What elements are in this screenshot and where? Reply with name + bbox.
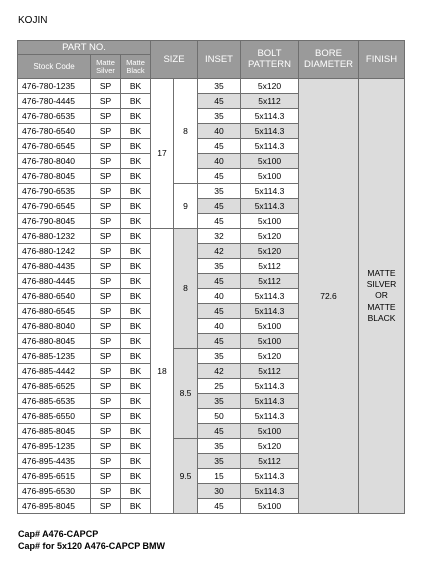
matte-silver-cell: SP [91, 109, 121, 124]
matte-black-cell: BK [121, 499, 151, 514]
inset-cell: 35 [198, 454, 241, 469]
matte-silver-cell: SP [91, 154, 121, 169]
stock-code-cell: 476-885-4442 [18, 364, 91, 379]
inset-cell: 45 [198, 94, 241, 109]
bolt-pattern-cell: 5x114.3 [241, 379, 299, 394]
bolt-pattern-cell: 5x114.3 [241, 409, 299, 424]
stock-code-cell: 476-895-1235 [18, 439, 91, 454]
matte-black-cell: BK [121, 79, 151, 94]
matte-silver-cell: SP [91, 469, 121, 484]
matte-silver-cell: SP [91, 184, 121, 199]
inset-cell: 35 [198, 394, 241, 409]
matte-silver-cell: SP [91, 289, 121, 304]
matte-silver-header: Matte Silver [91, 55, 121, 79]
bolt-pattern-cell: 5x100 [241, 319, 299, 334]
stock-code-cell: 476-880-6540 [18, 289, 91, 304]
inset-cell: 50 [198, 409, 241, 424]
matte-black-cell: BK [121, 304, 151, 319]
inset-cell: 45 [198, 199, 241, 214]
bolt-pattern-cell: 5x120 [241, 79, 299, 94]
bolt-pattern-cell: 5x114.3 [241, 394, 299, 409]
matte-black-cell: BK [121, 484, 151, 499]
matte-silver-cell: SP [91, 274, 121, 289]
inset-cell: 25 [198, 379, 241, 394]
bolt-pattern-cell: 5x100 [241, 424, 299, 439]
finish-cell: MATTE SILVER OR MATTE BLACK [359, 79, 405, 514]
stock-code-cell: 476-790-8045 [18, 214, 91, 229]
bolt-pattern-cell: 5x100 [241, 154, 299, 169]
matte-black-cell: BK [121, 349, 151, 364]
bolt-pattern-cell: 5x100 [241, 334, 299, 349]
stock-code-cell: 476-895-8045 [18, 499, 91, 514]
inset-cell: 45 [198, 304, 241, 319]
stock-code-cell: 476-880-1242 [18, 244, 91, 259]
matte-black-cell: BK [121, 184, 151, 199]
stock-code-cell: 476-880-4445 [18, 274, 91, 289]
stock-code-cell: 476-780-1235 [18, 79, 91, 94]
matte-silver-cell: SP [91, 124, 121, 139]
bolt-pattern-cell: 5x114.3 [241, 469, 299, 484]
matte-black-cell: BK [121, 229, 151, 244]
matte-black-cell: BK [121, 94, 151, 109]
matte-silver-cell: SP [91, 499, 121, 514]
bolt-pattern-header: BOLT PATTERN [241, 41, 299, 79]
matte-silver-cell: SP [91, 484, 121, 499]
inset-header: INSET [198, 41, 241, 79]
matte-black-cell: BK [121, 274, 151, 289]
stock-code-cell: 476-780-6535 [18, 109, 91, 124]
stock-code-cell: 476-885-1235 [18, 349, 91, 364]
inset-cell: 40 [198, 289, 241, 304]
stock-code-cell: 476-895-6530 [18, 484, 91, 499]
bolt-pattern-cell: 5x114.3 [241, 199, 299, 214]
stock-code-cell: 476-780-8045 [18, 169, 91, 184]
bolt-pattern-cell: 5x112 [241, 364, 299, 379]
matte-black-cell: BK [121, 364, 151, 379]
stock-code-cell: 476-885-8045 [18, 424, 91, 439]
bolt-pattern-cell: 5x114.3 [241, 184, 299, 199]
stock-code-cell: 476-885-6525 [18, 379, 91, 394]
stock-code-cell: 476-880-1232 [18, 229, 91, 244]
bolt-pattern-cell: 5x114.3 [241, 139, 299, 154]
matte-silver-cell: SP [91, 409, 121, 424]
inset-cell: 35 [198, 439, 241, 454]
matte-black-cell: BK [121, 124, 151, 139]
bolt-pattern-cell: 5x120 [241, 229, 299, 244]
matte-silver-cell: SP [91, 424, 121, 439]
bore-diameter-header: BORE DIAMETER [299, 41, 359, 79]
matte-silver-cell: SP [91, 139, 121, 154]
rim-diameter-cell: 17 [151, 79, 174, 229]
matte-silver-cell: SP [91, 334, 121, 349]
bolt-pattern-cell: 5x112 [241, 94, 299, 109]
matte-black-cell: BK [121, 409, 151, 424]
matte-black-cell: BK [121, 169, 151, 184]
part-no-header: PART NO. [18, 41, 151, 55]
bolt-pattern-cell: 5x114.3 [241, 109, 299, 124]
matte-silver-cell: SP [91, 394, 121, 409]
rim-diameter-cell: 18 [151, 229, 174, 514]
bolt-pattern-cell: 5x112 [241, 454, 299, 469]
bolt-pattern-cell: 5x114.3 [241, 289, 299, 304]
matte-silver-cell: SP [91, 349, 121, 364]
bore-diameter-cell: 72.6 [299, 79, 359, 514]
inset-cell: 40 [198, 154, 241, 169]
stock-code-cell: 476-780-4445 [18, 94, 91, 109]
matte-black-cell: BK [121, 394, 151, 409]
rim-width-cell: 8 [174, 79, 198, 184]
rim-width-cell: 8 [174, 229, 198, 349]
bolt-pattern-cell: 5x100 [241, 169, 299, 184]
matte-black-cell: BK [121, 289, 151, 304]
rim-width-cell: 9.5 [174, 439, 198, 514]
finish-header: FINISH [359, 41, 405, 79]
bolt-pattern-cell: 5x114.3 [241, 304, 299, 319]
bolt-pattern-cell: 5x112 [241, 259, 299, 274]
size-header: SIZE [151, 41, 198, 79]
brand-label: KOJIN [18, 15, 48, 26]
matte-black-cell: BK [121, 139, 151, 154]
cap-note: Cap# A476-CAPCP [18, 529, 99, 539]
inset-cell: 45 [198, 139, 241, 154]
matte-silver-cell: SP [91, 244, 121, 259]
table-row [18, 79, 405, 94]
inset-cell: 35 [198, 349, 241, 364]
bolt-pattern-cell: 5x120 [241, 439, 299, 454]
stock-code-cell: 476-885-6550 [18, 409, 91, 424]
stock-code-cell: 476-895-4435 [18, 454, 91, 469]
matte-silver-cell: SP [91, 169, 121, 184]
matte-black-header: Matte Black [121, 55, 151, 79]
inset-cell: 45 [198, 274, 241, 289]
stock-code-cell: 476-880-4435 [18, 259, 91, 274]
bolt-pattern-cell: 5x114.3 [241, 124, 299, 139]
stock-code-cell: 476-880-8045 [18, 334, 91, 349]
bolt-pattern-cell: 5x112 [241, 274, 299, 289]
stock-code-cell: 476-780-6540 [18, 124, 91, 139]
cap-note-bmw: Cap# for 5x120 A476-CAPCP BMW [18, 541, 166, 551]
matte-black-cell: BK [121, 259, 151, 274]
stock-code-cell: 476-790-6535 [18, 184, 91, 199]
inset-cell: 45 [198, 334, 241, 349]
matte-silver-cell: SP [91, 364, 121, 379]
matte-black-cell: BK [121, 154, 151, 169]
inset-cell: 35 [198, 109, 241, 124]
matte-silver-cell: SP [91, 304, 121, 319]
bolt-pattern-cell: 5x100 [241, 214, 299, 229]
stock-code-cell: 476-895-6515 [18, 469, 91, 484]
matte-silver-cell: SP [91, 94, 121, 109]
matte-black-cell: BK [121, 454, 151, 469]
matte-silver-cell: SP [91, 199, 121, 214]
bolt-pattern-cell: 5x120 [241, 244, 299, 259]
inset-cell: 40 [198, 319, 241, 334]
matte-black-cell: BK [121, 319, 151, 334]
inset-cell: 35 [198, 184, 241, 199]
inset-cell: 45 [198, 169, 241, 184]
stock-code-cell: 476-880-8040 [18, 319, 91, 334]
stock-code-header: Stock Code [18, 55, 91, 79]
spec-table-body [18, 79, 405, 514]
stock-code-cell: 476-885-6535 [18, 394, 91, 409]
inset-cell: 35 [198, 259, 241, 274]
inset-cell: 45 [198, 214, 241, 229]
matte-black-cell: BK [121, 469, 151, 484]
matte-black-cell: BK [121, 109, 151, 124]
inset-cell: 42 [198, 244, 241, 259]
inset-cell: 35 [198, 79, 241, 94]
matte-silver-cell: SP [91, 214, 121, 229]
matte-black-cell: BK [121, 199, 151, 214]
matte-silver-cell: SP [91, 259, 121, 274]
inset-cell: 45 [198, 499, 241, 514]
matte-black-cell: BK [121, 379, 151, 394]
inset-cell: 42 [198, 364, 241, 379]
stock-code-cell: 476-880-6545 [18, 304, 91, 319]
wheel-spec-table [17, 40, 405, 514]
matte-silver-cell: SP [91, 379, 121, 394]
matte-silver-cell: SP [91, 79, 121, 94]
matte-black-cell: BK [121, 334, 151, 349]
inset-cell: 45 [198, 424, 241, 439]
bolt-pattern-cell: 5x100 [241, 499, 299, 514]
matte-silver-cell: SP [91, 319, 121, 334]
stock-code-cell: 476-790-6545 [18, 199, 91, 214]
stock-code-cell: 476-780-8040 [18, 154, 91, 169]
matte-silver-cell: SP [91, 229, 121, 244]
matte-silver-cell: SP [91, 439, 121, 454]
matte-black-cell: BK [121, 439, 151, 454]
rim-width-cell: 8.5 [174, 349, 198, 439]
matte-silver-cell: SP [91, 454, 121, 469]
inset-cell: 32 [198, 229, 241, 244]
matte-black-cell: BK [121, 244, 151, 259]
bolt-pattern-cell: 5x114.3 [241, 484, 299, 499]
bolt-pattern-cell: 5x120 [241, 349, 299, 364]
inset-cell: 30 [198, 484, 241, 499]
matte-black-cell: BK [121, 214, 151, 229]
inset-cell: 15 [198, 469, 241, 484]
matte-black-cell: BK [121, 424, 151, 439]
rim-width-cell: 9 [174, 184, 198, 229]
stock-code-cell: 476-780-6545 [18, 139, 91, 154]
inset-cell: 40 [198, 124, 241, 139]
